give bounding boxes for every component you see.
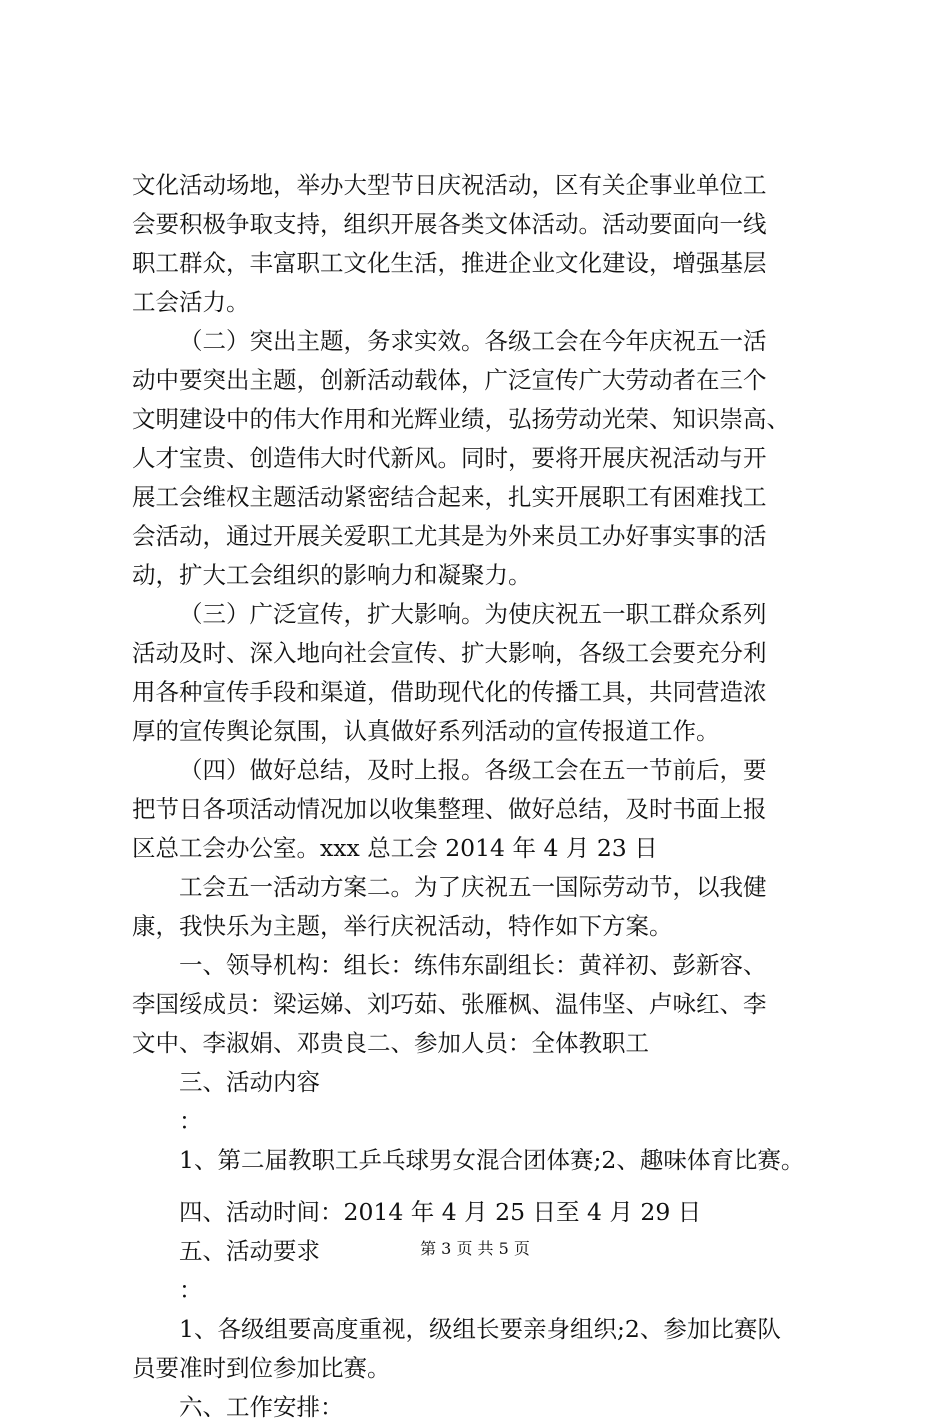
text-line: 六、工作安排：: [179, 1393, 344, 1421]
text-line: 员要准时到位参加比赛。: [132, 1354, 391, 1382]
text-line: ：: [179, 1107, 203, 1135]
text-line: 厚的宣传舆论氛围，认真做好系列活动的宣传报道工作。: [132, 717, 720, 745]
text-line: 1、第二届教职工乒乓球男女混合团体赛;2、趣味体育比赛。: [179, 1146, 805, 1174]
text-line: 会活动，通过开展关爱职工尤其是为外来员工办好事实事的活: [132, 522, 767, 550]
text-line: 活动及时、深入地向社会宣传、扩大影响，各级工会要充分利: [132, 639, 767, 667]
text-line: 动中要突出主题，创新活动载体，广泛宣传广大劳动者在三个: [132, 366, 767, 394]
text-line: 四、活动时间：2014 年 4 月 25 日至 4 月 29 日: [179, 1198, 702, 1226]
text-line: （二）突出主题，务求实效。各级工会在今年庆祝五一活: [179, 327, 767, 355]
text-line: 三、活动内容: [179, 1068, 320, 1096]
text-line: 职工群众，丰富职工文化生活，推进企业文化建设，增强基层: [132, 249, 767, 277]
text-line: 文明建设中的伟大作用和光辉业绩，弘扬劳动光荣、知识崇高、: [132, 405, 790, 433]
text-line: 展工会维权主题活动紧密结合起来，扎实开展职工有困难找工: [132, 483, 767, 511]
text-line: 文中、李淑娟、邓贵良二、参加人员：全体教职工: [132, 1029, 649, 1057]
text-line: （四）做好总结，及时上报。各级工会在五一节前后，要: [179, 756, 767, 784]
text-line: 工会五一活动方案二。为了庆祝五一国际劳动节，以我健: [179, 873, 767, 901]
text-line: 会要积极争取支持，组织开展各类文体活动。活动要面向一线: [132, 210, 767, 238]
text-line: 李国绥成员：梁运娣、刘巧茹、张雁枫、温伟坚、卢咏红、李: [132, 990, 767, 1018]
text-line: ：: [179, 1276, 203, 1304]
text-line: 文化活动场地，举办大型节日庆祝活动，区有关企事业单位工: [132, 171, 767, 199]
page-footer: 第 3 页 共 5 页: [420, 1239, 530, 1258]
text-line: 工会活力。: [132, 288, 250, 316]
text-line: 五、活动要求: [179, 1237, 320, 1265]
text-line: 动，扩大工会组织的影响力和凝聚力。: [132, 561, 532, 589]
text-line: 区总工会办公室。xxx 总工会 2014 年 4 月 23 日: [132, 834, 658, 862]
text-line: 康，我快乐为主题，举行庆祝活动，特作如下方案。: [132, 912, 673, 940]
text-line: 把节日各项活动情况加以收集整理、做好总结，及时书面上报: [132, 795, 767, 823]
text-line: 人才宝贵、创造伟大时代新风。同时，要将开展庆祝活动与开: [132, 444, 767, 472]
text-line: 用各种宣传手段和渠道，借助现代化的传播工具，共同营造浓: [132, 678, 767, 706]
text-line: 1、各级组要高度重视，级组长要亲身组织;2、参加比赛队: [179, 1315, 781, 1343]
text-line: 一、领导机构：组长：练伟东副组长：黄祥初、彭新容、: [179, 951, 767, 979]
text-line: （三）广泛宣传，扩大影响。为使庆祝五一职工群众系列: [179, 600, 767, 628]
